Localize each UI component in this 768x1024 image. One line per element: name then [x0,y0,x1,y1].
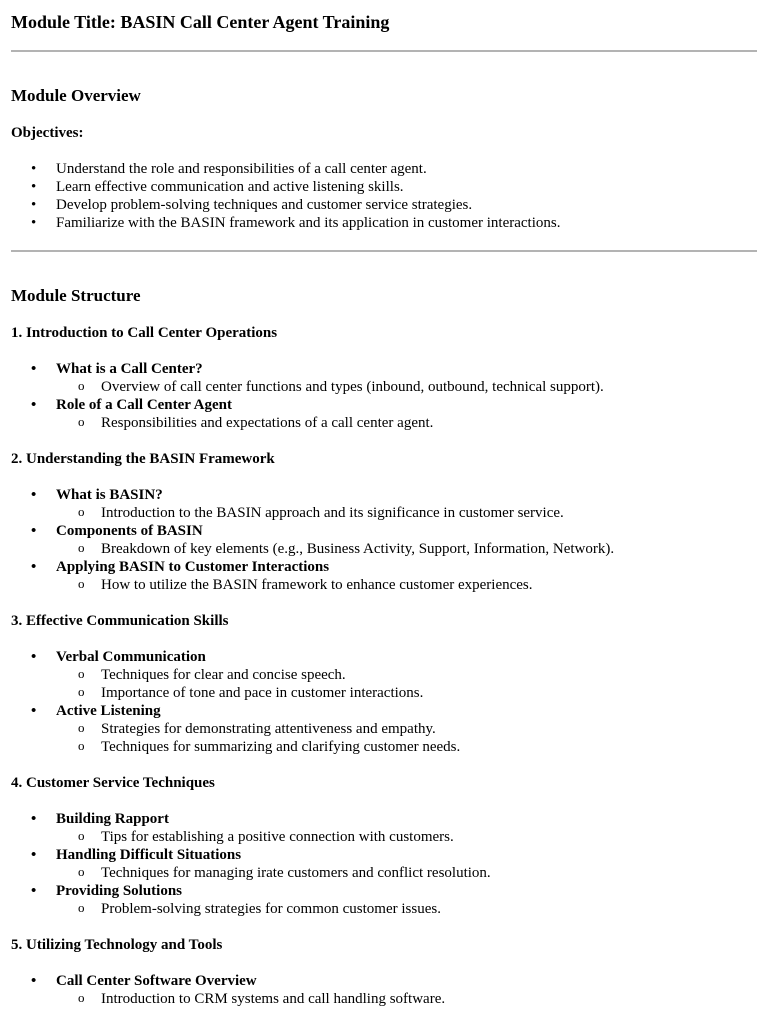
section-title: 4. Customer Service Techniques [11,775,215,791]
subtopic-item: o Techniques for clear and concise speech. [11,666,757,684]
section-list [11,972,757,1008]
subtopic-item: o Breakdown of key elements (e.g., Business Activity, Support, Information, Network). [11,540,757,558]
subtopic-item: o How to utilize the BASIN framework to enhance customer experiences. [11,576,757,594]
subtopic-item: o Importance of tone and pace in customer interactions. [11,684,757,702]
section-title: 3. Effective Communication Skills [11,613,229,629]
subtopic-item: o Problem-solving strategies for common customer issues. [11,900,757,918]
module-title: Module Title: BASIN Call Center Agent Training [11,12,390,32]
topic-item: • Active Listening [11,702,757,720]
subtopic-item: o Responsibilities and expectations of a call center agent. [11,414,757,432]
section-list [11,486,757,594]
objectives-label: Objectives: [11,125,84,141]
topic-item: • Components of BASIN [11,522,757,540]
subtopic-item: o Introduction to the BASIN approach and its significance in customer service. [11,504,757,522]
topic-item: • What is a Call Center? [11,360,757,378]
objective-item: • Familiarize with the BASIN framework and its application in customer interactions. [11,214,757,232]
subtopic-item: o Introduction to CRM systems and call handling software. [11,990,757,1008]
divider [11,250,757,252]
section-title: 1. Introduction to Call Center Operations [11,325,278,341]
subtopic-item: o Techniques for summarizing and clarifying customer needs. [11,738,757,756]
subtopic-item: o Strategies for demonstrating attentiveness and empathy. [11,720,757,738]
subtopic-item: o Overview of call center functions and types (inbound, outbound, technical support). [11,378,757,396]
topic-item: • Verbal Communication [11,648,757,666]
objective-item: • Understand the role and responsibilities of a call center agent. [11,160,757,178]
objective-item: • Develop problem-solving techniques and customer service strategies. [11,196,757,214]
subtopic-item: o Techniques for managing irate customers and conflict resolution. [11,864,757,882]
topic-item: • What is BASIN? [11,486,757,504]
objectives-list [11,160,757,232]
section-list [11,810,757,918]
section-list [11,360,757,432]
section-list [11,648,757,756]
topic-item: • Call Center Software Overview [11,972,757,990]
structure-heading: Module Structure [11,286,141,305]
topic-item: • Role of a Call Center Agent [11,396,757,414]
objective-item: • Learn effective communication and active listening skills. [11,178,757,196]
topic-item: • Applying BASIN to Customer Interactions [11,558,757,576]
divider [11,50,757,52]
topic-item: • Building Rapport [11,810,757,828]
topic-item: • Handling Difficult Situations [11,846,757,864]
section-title: 2. Understanding the BASIN Framework [11,451,275,467]
topic-item: • Providing Solutions [11,882,757,900]
subtopic-item: o Tips for establishing a positive connection with customers. [11,828,757,846]
section-title: 5. Utilizing Technology and Tools [11,937,223,953]
overview-heading: Module Overview [11,86,141,105]
